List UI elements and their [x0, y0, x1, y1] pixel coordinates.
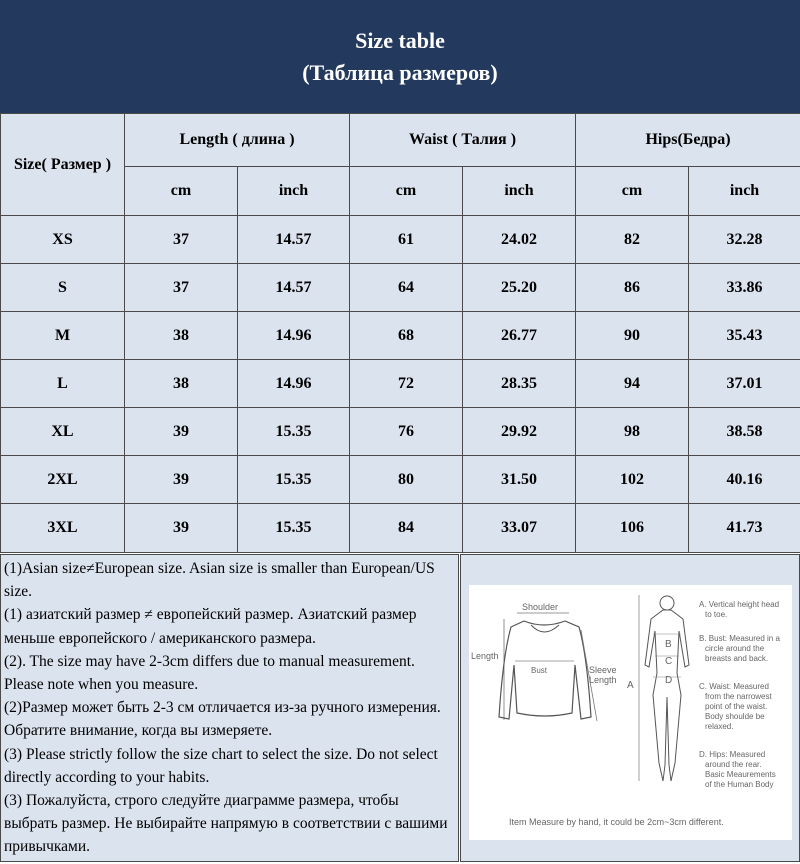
note-item: (2). The size may have 2-3cm differs due to manual measurement. Please note when you measure.: [4, 652, 415, 694]
page-title: Size table: [355, 28, 445, 53]
letter-c: C: [665, 656, 673, 667]
note-b-line: circle around the: [705, 644, 765, 653]
note-item: (1)Asian size≠European size. Asian size is smaller than European/US size.: [4, 560, 435, 601]
table-cell: 31.50: [463, 456, 576, 504]
note-item: (2)Размер может быть 2-3 см отличается из-за ручного измерения. Обратите внимание, когда вы измеряете.: [4, 699, 441, 740]
shoulder-label: Shoulder: [522, 602, 559, 612]
table-cell: 82: [576, 216, 689, 264]
table-cell: 24.02: [463, 216, 576, 264]
note-b-line: breasts and back.: [705, 654, 769, 663]
table-row: [1, 216, 800, 264]
table-cell: 38.58: [689, 408, 800, 456]
letter-d: D: [665, 675, 673, 686]
length-group-header: Length ( длина ): [125, 114, 350, 167]
measurement-illustration: [469, 585, 792, 840]
table-cell: 84: [350, 504, 463, 553]
table-row: [1, 264, 800, 312]
size-label: L: [1, 360, 125, 408]
table-cell: 33.86: [689, 264, 800, 312]
note-a-line: A. Vertical height head: [699, 600, 780, 609]
note-c-line: point of the waist.: [705, 702, 768, 711]
unit-header: cm: [350, 167, 463, 216]
letter-a: A: [627, 680, 634, 691]
table-cell: 41.73: [689, 504, 800, 553]
table-cell: 39: [125, 456, 238, 504]
size-label: 2XL: [1, 456, 125, 504]
table-cell: 64: [350, 264, 463, 312]
table-row: [1, 408, 800, 456]
table-row: [1, 360, 800, 408]
size-label: M: [1, 312, 125, 360]
table-row: [1, 312, 800, 360]
note-c-line: from the narrowest: [705, 692, 772, 701]
table-cell: 102: [576, 456, 689, 504]
table-cell: 32.28: [689, 216, 800, 264]
size-label: XL: [1, 408, 125, 456]
table-cell: 14.96: [238, 360, 350, 408]
note-item: (1) азиатский размер ≠ европейский размер. Азиатский размер меньше европейского / американского размера.: [4, 606, 417, 647]
note-item: (3) Пожалуйста, строго следуйте диаграмме размера, чтобы выбрать размер. Не выбирайте напрямую в соответствии с вашими привычками.: [4, 792, 448, 856]
size-label: XS: [1, 216, 125, 264]
table-cell: 15.35: [238, 456, 350, 504]
table-cell: 37: [125, 264, 238, 312]
table-cell: 86: [576, 264, 689, 312]
unit-header: cm: [125, 167, 238, 216]
table-cell: 90: [576, 312, 689, 360]
note-d-line: Basic Meaurements: [705, 770, 776, 779]
table-cell: 38: [125, 312, 238, 360]
note-b-line: B. Bust: Measured in a: [699, 634, 780, 643]
unit-header: inch: [689, 167, 800, 216]
notes-panel: [0, 554, 459, 862]
table-cell: 38: [125, 360, 238, 408]
table-cell: 72: [350, 360, 463, 408]
table-cell: 40.16: [689, 456, 800, 504]
note-c-line: Body shoulde be: [705, 712, 765, 721]
table-cell: 68: [350, 312, 463, 360]
note-d-line: D. Hips: Measured: [699, 750, 766, 759]
table-cell: 94: [576, 360, 689, 408]
table-cell: 33.07: [463, 504, 576, 553]
table-cell: 14.96: [238, 312, 350, 360]
size-column-header: Size( Размер ): [1, 114, 125, 216]
size-label: S: [1, 264, 125, 312]
page-header: [0, 0, 800, 113]
letter-b: B: [665, 639, 672, 650]
hips-group-header: Hips(Бедра): [576, 114, 800, 167]
table-cell: 14.57: [238, 216, 350, 264]
table-cell: 35.43: [689, 312, 800, 360]
human-head-icon: [660, 596, 674, 610]
table-cell: 15.35: [238, 408, 350, 456]
table-cell: 76: [350, 408, 463, 456]
table-cell: 39: [125, 504, 238, 553]
measurement-figure-panel: [460, 554, 800, 862]
sleeve-label-1: Sleeve: [589, 665, 617, 675]
table-cell: 28.35: [463, 360, 576, 408]
note-item: (3) Please strictly follow the size chart to select the size. Do not select directly according to your habits.: [4, 745, 438, 786]
note-d-line: around the rear.: [705, 760, 762, 769]
table-cell: 14.57: [238, 264, 350, 312]
bust-label: Bust: [531, 666, 548, 675]
table-row: [1, 456, 800, 504]
page-subtitle: (Таблица размеров): [302, 60, 498, 85]
length-label: Length: [471, 651, 499, 661]
sleeve-label-2: Length: [589, 675, 617, 685]
table-cell: 37.01: [689, 360, 800, 408]
waist-group-header: Waist ( Талия ): [350, 114, 576, 167]
table-cell: 29.92: [463, 408, 576, 456]
unit-header: cm: [576, 167, 689, 216]
unit-header: inch: [463, 167, 576, 216]
note-d-line: of the Human Body: [705, 780, 774, 789]
note-c-line: C. Waist: Measured: [699, 682, 769, 691]
note-a-line: to toe.: [705, 610, 728, 619]
table-cell: 25.20: [463, 264, 576, 312]
table-cell: 98: [576, 408, 689, 456]
collar-icon: [531, 625, 559, 632]
measurement-diagram: [469, 585, 792, 840]
table-cell: 15.35: [238, 504, 350, 553]
table-cell: 80: [350, 456, 463, 504]
table-cell: 26.77: [463, 312, 576, 360]
size-table: [0, 113, 800, 553]
table-cell: 39: [125, 408, 238, 456]
human-figure-icon: [645, 610, 689, 781]
figure-caption: Item Measure by hand, it could be 2cm~3cm different.: [509, 817, 724, 827]
note-c-line: relaxed.: [705, 722, 734, 731]
unit-header: inch: [238, 167, 350, 216]
table-cell: 61: [350, 216, 463, 264]
table-cell: 37: [125, 216, 238, 264]
size-label: 3XL: [1, 504, 125, 553]
table-cell: 106: [576, 504, 689, 553]
table-row: [1, 504, 800, 553]
